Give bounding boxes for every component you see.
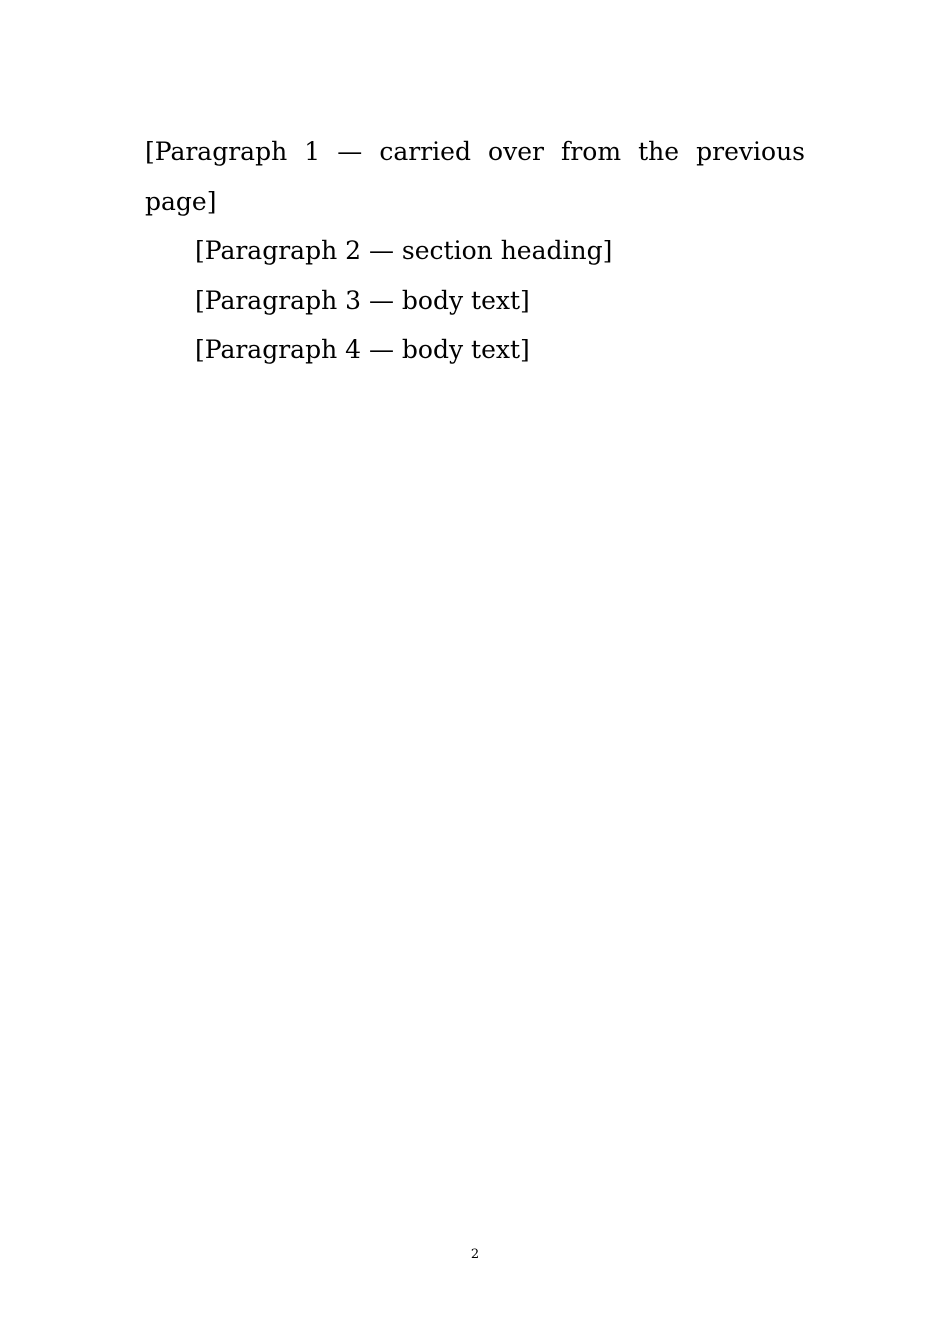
body-text [145, 127, 805, 375]
paragraph: [Paragraph 3 — body text] [195, 285, 530, 315]
paragraph-continuation: [Paragraph 1 — carried over from the previous page] [145, 137, 805, 216]
paragraph: [Paragraph 4 — body text] [195, 335, 530, 364]
page-number: 2 [470, 1247, 480, 1262]
section-heading: [Paragraph 2 — section heading] [195, 236, 613, 265]
